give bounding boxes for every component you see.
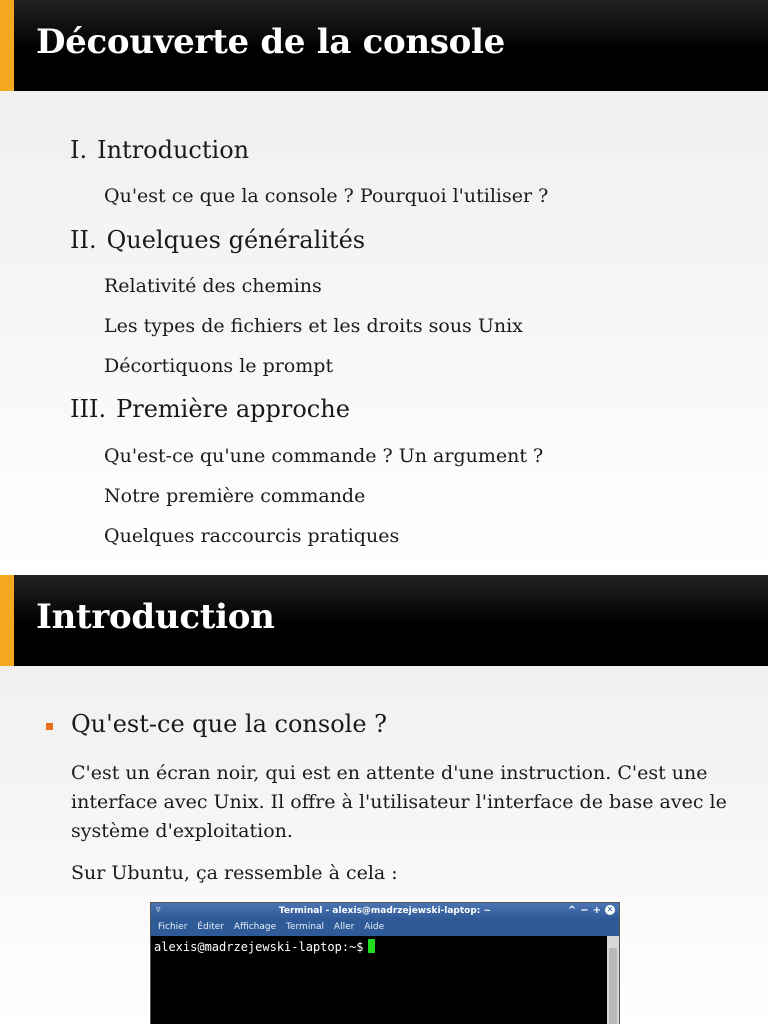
toc-item: Décortiquons le prompt [104, 355, 334, 377]
toc-item: Quelques raccourcis pratiques [104, 525, 400, 547]
slide-header [0, 575, 768, 666]
window-controls [568, 905, 615, 916]
prompt-text: alexis@madrzejewski-laptop:~$ [154, 940, 364, 954]
toc-section-number: III. [70, 395, 107, 423]
header-accent-bar [0, 0, 14, 91]
minimize-icon: − [580, 905, 593, 916]
shade-icon: ^ [567, 905, 581, 916]
toc-section-2 [70, 226, 365, 254]
header-accent-bar [0, 575, 14, 666]
toc-item: Qu'est-ce qu'une commande ? Un argument ? [104, 445, 544, 467]
toc-section-title: Quelques généralités [106, 226, 366, 254]
maximize-icon: + [592, 905, 605, 916]
cursor-block [368, 939, 375, 953]
terminal-window-screenshot [150, 902, 620, 1024]
menu-aller: Aller [333, 922, 355, 932]
toc-section-3 [70, 395, 350, 423]
terminal-menubar [151, 920, 619, 936]
terminal-title: Terminal - alexis@madrzejewski-laptop: ~ [278, 906, 492, 916]
toc-section-title: Première approche [116, 395, 350, 423]
menu-terminal: Terminal [286, 922, 325, 932]
toc-section-title: Introduction [97, 136, 250, 164]
terminal-prompt [154, 939, 375, 954]
slide-introduction [0, 575, 768, 1024]
window-menu-icon: ▿ [156, 905, 161, 915]
slide-title: Découverte de la console [36, 22, 505, 62]
terminal-scrollbar [607, 936, 619, 1024]
menu-aide: Aide [364, 922, 385, 932]
paragraph-description: C'est un écran noir, qui est en attente d'une instruction. C'est une interface avec Unix. Il offre à l'utilisateur l'interface de base avec le système d'exploitation. [71, 762, 727, 842]
terminal-titlebar [151, 903, 619, 920]
menu-fichier: Fichier [158, 922, 188, 932]
terminal-body [151, 936, 607, 1024]
scrollbar-thumb [609, 948, 617, 1024]
slide-header [0, 0, 768, 91]
toc-section-number: I. [70, 136, 88, 164]
paragraph-ubuntu: Sur Ubuntu, ça ressemble à cela : [71, 862, 398, 884]
bullet-square-icon [46, 723, 53, 730]
menu-editer: Éditer [197, 922, 224, 932]
toc-item: Les types de fichiers et les droits sous Unix [104, 315, 523, 337]
bullet-heading: Qu'est-ce que la console ? [71, 710, 388, 738]
toc-section-1 [70, 136, 249, 164]
toc-item: Relativité des chemins [104, 275, 322, 297]
toc-section-number: II. [70, 226, 97, 254]
toc-item: Notre première commande [104, 485, 366, 507]
menu-affichage: Affichage [233, 922, 277, 932]
toc-item: Qu'est ce que la console ? Pourquoi l'utiliser ? [104, 185, 549, 207]
slide-title: Introduction [36, 597, 275, 637]
close-icon: ✕ [606, 905, 614, 914]
